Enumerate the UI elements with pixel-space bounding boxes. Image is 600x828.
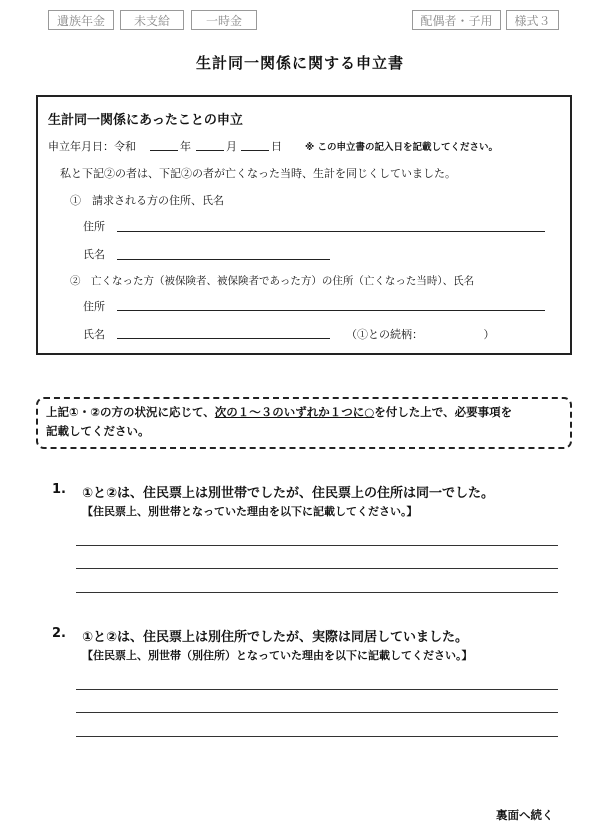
item1-name-field[interactable] xyxy=(117,259,330,260)
instruction-part2: 次の１～３のいずれか１つに○ xyxy=(214,405,375,419)
tag-spouse-child: 配偶者・子用 xyxy=(412,10,501,30)
item2-name-label: 氏名 xyxy=(83,328,105,341)
option2-line-2[interactable] xyxy=(76,712,558,713)
instruction-box xyxy=(36,397,572,449)
option1-line-1[interactable] xyxy=(76,545,558,546)
item1-address-field[interactable] xyxy=(117,231,545,232)
instruction-part4: 記載してください。 xyxy=(46,424,150,438)
day-field[interactable] xyxy=(241,150,269,151)
option2-line-1[interactable] xyxy=(76,689,558,690)
option1-line-3[interactable] xyxy=(76,592,558,593)
option1-text: ①と②は、住民票上は別世帯でしたが、住民票上の住所は同一でした。 xyxy=(82,486,495,501)
month-field[interactable] xyxy=(196,150,224,151)
declaration-heading: 生計同一関係にあったことの申立 xyxy=(48,113,243,128)
option2-line-3[interactable] xyxy=(76,736,558,737)
date-note: ※ この申立書の記入日を記載してください。 xyxy=(305,142,499,153)
year-field[interactable] xyxy=(150,150,178,151)
page-title: 生計同一関係に関する申立書 xyxy=(195,54,404,72)
instruction-part3: を付した上で、必要事項を xyxy=(374,405,513,419)
option2-number: 2. xyxy=(52,626,66,641)
date-label: 申立年月日：令和 xyxy=(48,140,136,153)
tag-form-number: 様式３ xyxy=(506,10,559,30)
item1-name-label: 氏名 xyxy=(83,248,105,261)
month-label: 月 xyxy=(226,140,237,153)
tag-lump-sum: 一時金 xyxy=(191,10,257,30)
option2-sub: 【住民票上、別世帯（別住所）となっていた理由を以下に記載してください。】 xyxy=(82,649,473,662)
day-label: 日 xyxy=(271,140,282,153)
item1-heading: ① 請求される方の住所、氏名 xyxy=(70,194,224,207)
item2-address-label: 住所 xyxy=(83,300,105,313)
item2-address-field[interactable] xyxy=(117,310,545,311)
declaration-box xyxy=(36,95,572,355)
item2-name-field[interactable] xyxy=(117,338,330,339)
continue-on-back: 裏面へ続く xyxy=(496,808,554,822)
tag-unpaid: 未支給 xyxy=(120,10,184,30)
relation-field[interactable]: （①との続柄： ） xyxy=(346,328,495,341)
item2-heading: ② 亡くなった方（被保険者、被保険者であった方）の住所（亡くなった当時）、氏名 xyxy=(70,275,475,287)
tag-survivor-pension: 遺族年金 xyxy=(48,10,114,30)
instruction-part1: 上記①・②の方の状況に応じて、 xyxy=(46,405,215,419)
option1-sub: 【住民票上、別世帯となっていた理由を以下に記載してください。】 xyxy=(82,505,418,518)
option2-text: ①と②は、住民票上は別住所でしたが、実際は同居していました。 xyxy=(82,630,469,645)
year-label: 年 xyxy=(180,140,191,153)
option1-number: 1. xyxy=(52,482,66,497)
item1-address-label: 住所 xyxy=(83,220,105,233)
declaration-statement: 私と下記②の者は、下記②の者が亡くなった当時、生計を同じくしていました。 xyxy=(60,167,456,180)
option1-line-2[interactable] xyxy=(76,568,558,569)
